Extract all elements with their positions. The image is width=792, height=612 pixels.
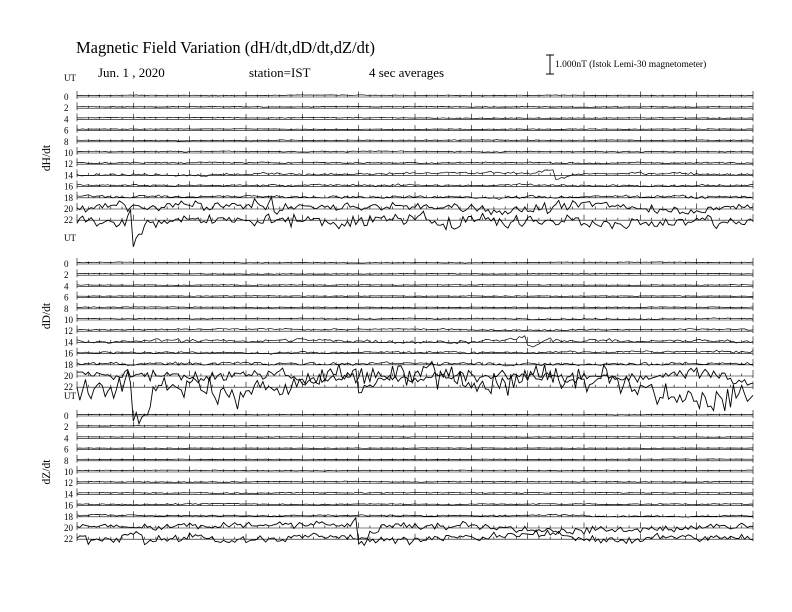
panel-label: dZ/dt: [41, 459, 53, 485]
row-hour-label: 10: [64, 467, 73, 477]
row-axis: [77, 136, 753, 144]
row-hour-label: 22: [64, 215, 73, 226]
row-axis: [77, 444, 753, 452]
row-hour-label: 16: [64, 181, 73, 192]
row-hour-label: 10: [64, 148, 73, 158]
row-hour-label: 8: [64, 455, 69, 466]
series-line-dZ/dt-4: [77, 437, 753, 438]
ut-axis-label: UT: [64, 233, 76, 243]
row-hour-label: 10: [64, 315, 73, 325]
row-hour-label: 14: [64, 170, 73, 181]
date-label: Jun. 1 , 2020: [98, 65, 165, 80]
row-hour-label: 16: [64, 500, 73, 511]
row-hour-label: 18: [64, 511, 73, 522]
series-line-dZ/dt-6: [77, 448, 753, 449]
row-hour-label: 18: [64, 192, 73, 203]
ut-axis-label: UT: [64, 391, 76, 401]
scale-bar-label: 1.000nT (Istok Lemi-30 magnetometer): [555, 60, 707, 70]
row-hour-label: 14: [64, 489, 73, 500]
row-axis: [77, 269, 753, 277]
row-axis: [77, 511, 753, 519]
row-hour-label: 8: [64, 136, 69, 147]
row-hour-label: 6: [64, 292, 69, 303]
chart-title: Magnetic Field Variation (dH/dt,dD/dt,dZ/dt): [76, 38, 375, 57]
row-hour-label: 4: [64, 281, 69, 292]
row-hour-label: 22: [64, 534, 73, 545]
row-hour-label: 14: [64, 337, 73, 348]
row-hour-label: 0: [64, 411, 69, 421]
averaging-label: 4 sec averages: [369, 65, 445, 80]
row-hour-label: 12: [64, 326, 73, 337]
row-axis: [77, 533, 753, 541]
row-hour-label: 6: [64, 444, 69, 455]
panel-label: dD/dt: [41, 302, 53, 330]
row-axis: [77, 421, 753, 429]
row-hour-label: 12: [64, 159, 73, 170]
row-hour-label: 0: [64, 259, 69, 269]
row-hour-label: 20: [64, 204, 73, 214]
row-axis: [77, 314, 753, 322]
station-label: station=IST: [249, 65, 311, 80]
ut-axis-label: UT: [64, 73, 76, 83]
row-hour-label: 2: [64, 422, 69, 433]
row-axis: [77, 280, 753, 288]
row-hour-label: 16: [64, 348, 73, 359]
row-hour-label: 2: [64, 270, 69, 281]
row-hour-label: 4: [64, 114, 69, 125]
row-axis: [77, 432, 753, 440]
row-hour-label: 4: [64, 433, 69, 444]
row-hour-label: 20: [64, 523, 73, 533]
row-hour-label: 8: [64, 303, 69, 314]
row-axis: [77, 125, 753, 133]
row-hour-label: 0: [64, 92, 69, 102]
row-hour-label: 20: [64, 371, 73, 381]
row-hour-label: 22: [64, 382, 73, 393]
row-hour-label: 18: [64, 359, 73, 370]
row-axis: [77, 192, 753, 200]
row-axis: [77, 477, 753, 485]
panel-label: dH/dt: [41, 144, 53, 172]
row-hour-label: 2: [64, 103, 69, 114]
row-hour-label: 12: [64, 478, 73, 489]
row-hour-label: 6: [64, 125, 69, 136]
